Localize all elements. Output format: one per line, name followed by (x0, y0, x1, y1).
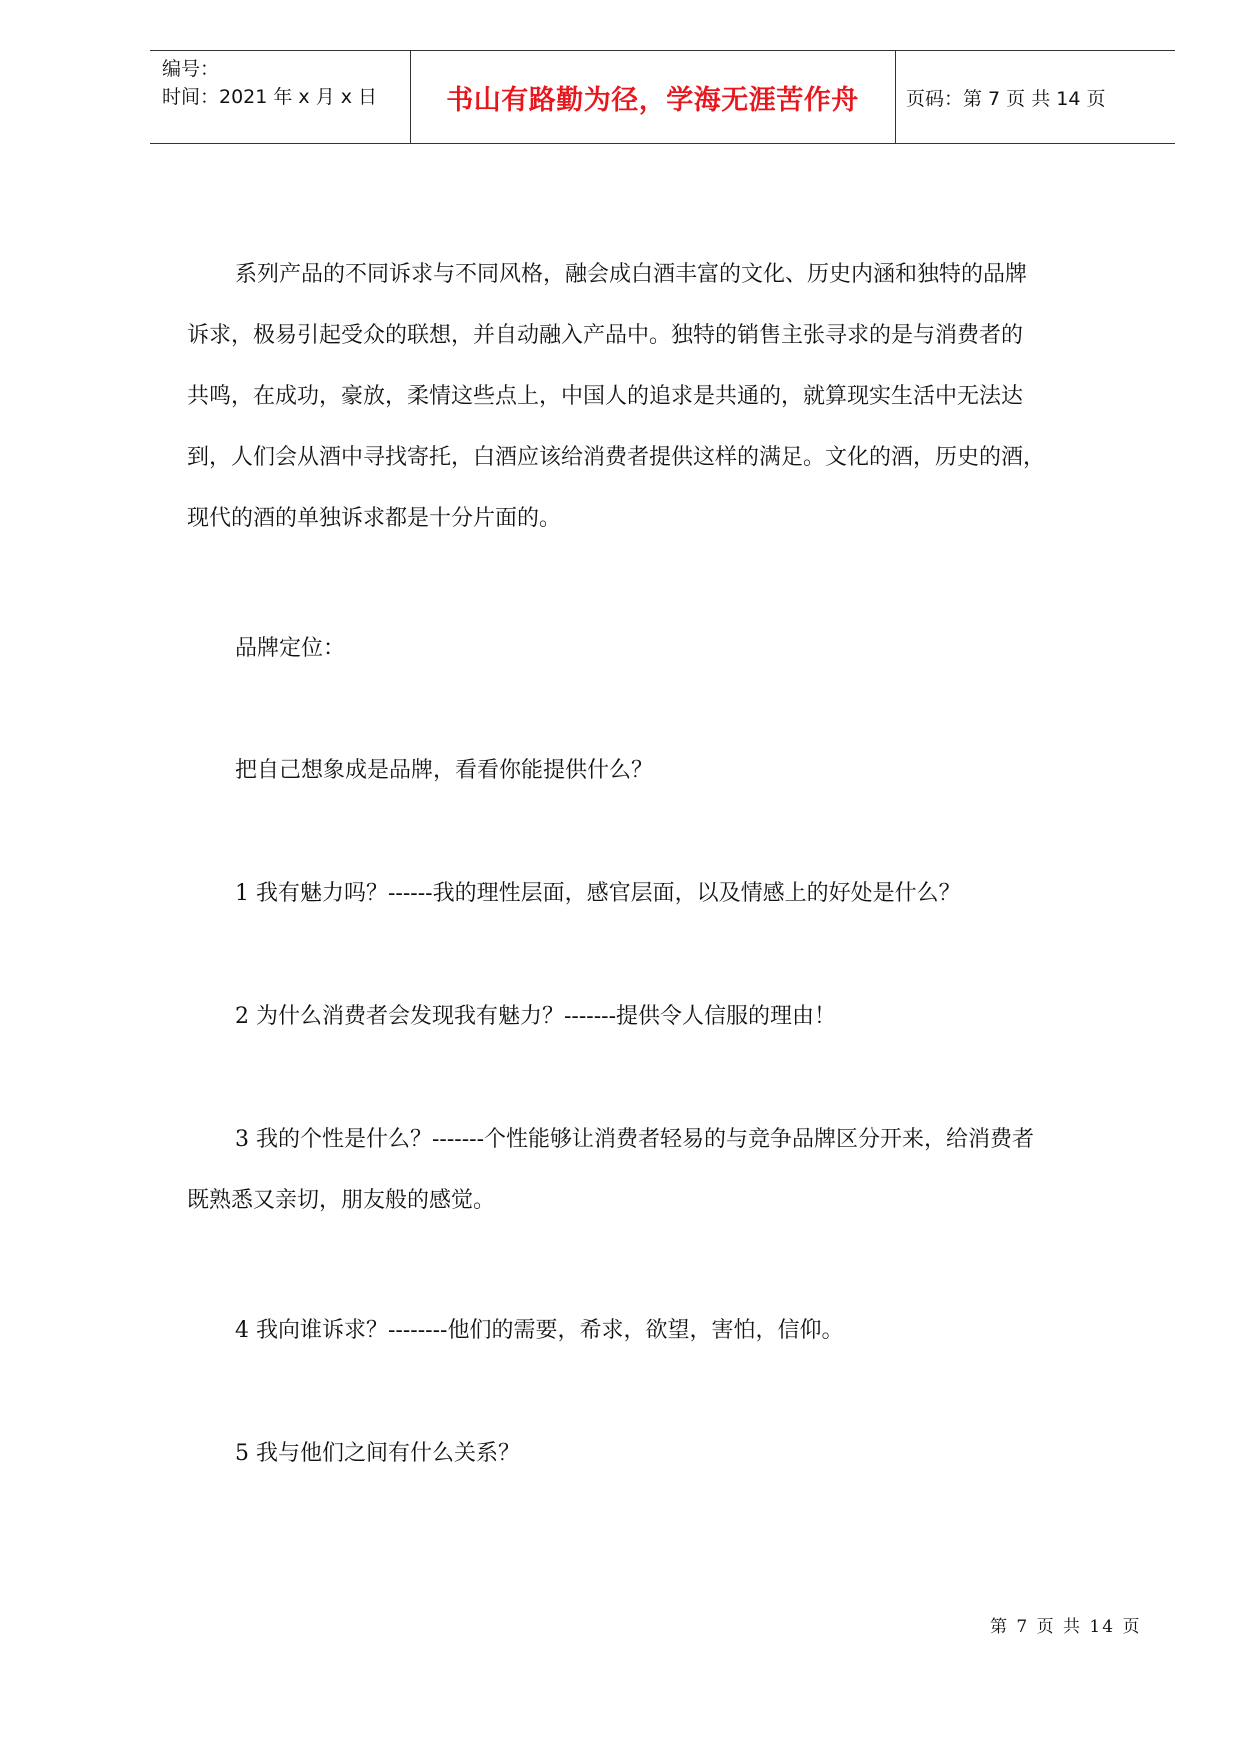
document-number-label: 编号： (162, 58, 220, 80)
page-footer: 第 7 页 共 14 页 (990, 1617, 1142, 1637)
question-5: 5 我与他们之间有什么关系？ (235, 1441, 520, 1466)
header-motto: 书山有路勤为径，学海无涯苦作舟 (446, 84, 859, 116)
question-3-line-1: 3 我的个性是什么？-------个性能够让消费者轻易的与竞争品牌区分开来，给消费者 (235, 1127, 1035, 1152)
question-1: 1 我有魅力吗？------我的理性层面，感官层面，以及情感上的好处是什么？ (235, 881, 961, 906)
document-time-label: 时间：2021 年 x 月 x 日 (162, 86, 378, 108)
question-3-line-2: 既熟悉又亲切，朋友般的感觉。 (187, 1188, 496, 1213)
page-header (150, 50, 1175, 144)
paragraph-line-3: 共鸣，在成功，豪放，柔情这些点上，中国人的追求是共通的，就算现实生活中无法达 (187, 384, 1024, 409)
intro-question: 把自己想象成是品牌，看看你能提供什么？ (235, 758, 654, 783)
question-2: 2 为什么消费者会发现我有魅力？-------提供令人信服的理由！ (235, 1004, 837, 1029)
paragraph-line-4: 到，人们会从酒中寻找寄托，白酒应该给消费者提供这样的满足。文化的酒，历史的酒， (187, 445, 1046, 470)
paragraph-line-2: 诉求，极易引起受众的联想，并自动融入产品中。独特的销售主张寻求的是与消费者的 (187, 323, 1024, 348)
header-divider-right (895, 51, 896, 143)
header-meta (162, 55, 377, 111)
question-4: 4 我向谁诉求？--------他们的需要，希求，欲望，害怕，信仰。 (235, 1318, 844, 1343)
section-heading: 品牌定位： (235, 636, 346, 661)
header-page-info: 页码：第 7 页 共 14 页 (906, 87, 1106, 110)
paragraph-line-5: 现代的酒的单独诉求都是十分片面的。 (187, 506, 562, 531)
paragraph-line-1: 系列产品的不同诉求与不同风格，融会成白酒丰富的文化、历史内涵和独特的品牌 (235, 262, 1028, 287)
